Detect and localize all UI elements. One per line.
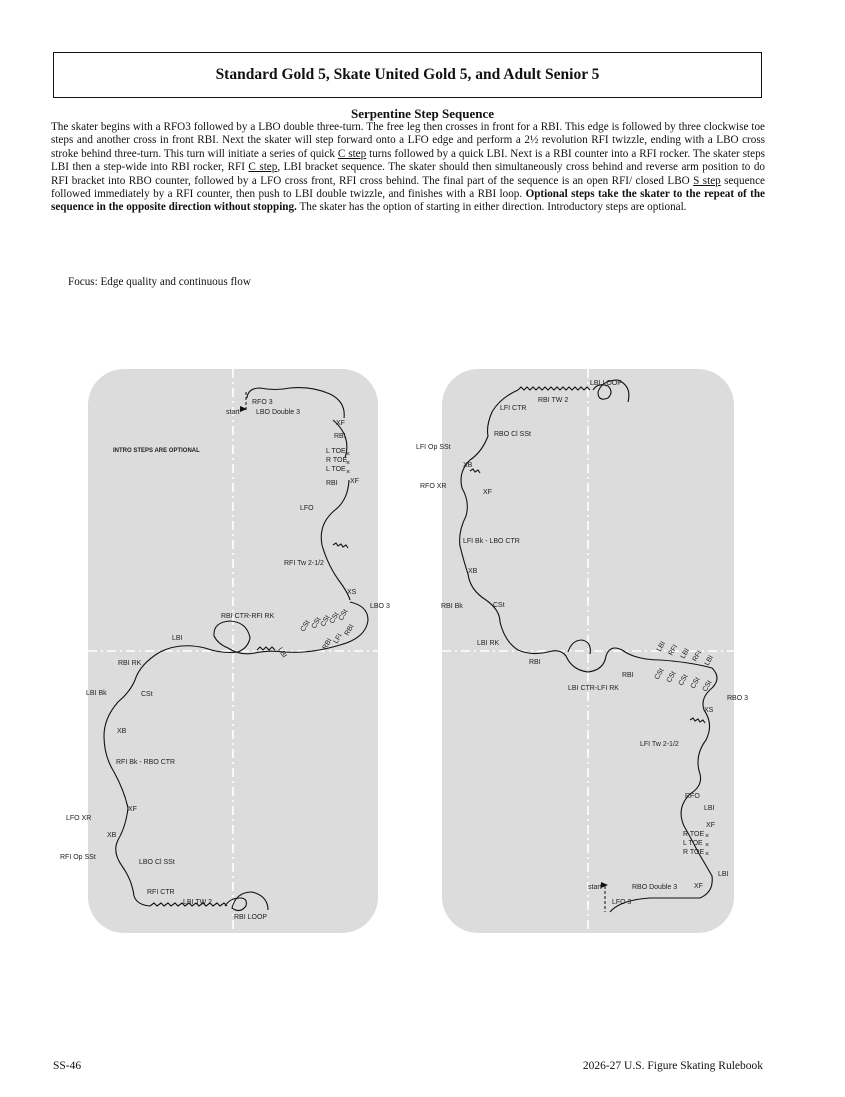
bold-sentence: Optional steps take the skater to the repeat of the sequence in the opposite direction without stopping. [51, 188, 765, 214]
left-lfo: LFO [300, 505, 314, 512]
right-start-label: start [588, 884, 602, 891]
right-cst1: CSt [493, 602, 505, 609]
right-rbi-bk: RBI Bk [441, 603, 463, 610]
page-title: Standard Gold 5, Skate United Gold 5, and Adult Senior 5 [215, 66, 600, 83]
left-xf2: XF [350, 478, 359, 485]
right-cst2: CSt [653, 667, 666, 681]
c-step-term-2: C step [248, 161, 278, 174]
right-lfi-ctr: LFI CTR [500, 405, 527, 412]
left-rbi1: RBI [334, 433, 346, 440]
left-start-label: start [226, 409, 240, 416]
left-lfo-xr: LFO XR [66, 815, 92, 822]
left-toe-x3: × [346, 469, 351, 476]
left-rfo3: RFO 3 [252, 399, 273, 406]
text-part-2: turns followed by a quick LBI. Next is a RBI counter into a RFI rocker. The skater steps LBI then a step-wide into RBI rocker, RFI [51, 147, 765, 174]
right-rfi: RFI [667, 643, 680, 657]
right-lfi-tw: LFI Tw 2-1/2 [640, 741, 679, 748]
right-lbi-ctr: LBI CTR-LFI RK [568, 685, 619, 692]
right-rbo-double3: RBO Double 3 [632, 884, 678, 891]
left-cst3: CSt [319, 614, 332, 628]
left-rtoe: R TOE [326, 457, 348, 464]
section-heading: Serpentine Step Sequence [351, 106, 494, 121]
s-step-term: S step [693, 174, 721, 187]
left-lbo-double3: LBO Double 3 [256, 409, 300, 416]
left-xs: XS [347, 589, 357, 596]
right-lbi1: LBI [655, 640, 667, 653]
right-toe-x2: × [705, 842, 710, 849]
right-xf1: XF [483, 489, 492, 496]
right-lbi5: LBI [718, 871, 729, 878]
right-rbi-tw: RBI TW 2 [538, 397, 569, 404]
right-rtoe1: R TOE [683, 831, 705, 838]
right-cst4: CSt [677, 673, 690, 687]
footer-book-title: 2026-27 U.S. Figure Skating Rulebook [582, 1060, 763, 1072]
left-toe-x1: × [346, 451, 351, 458]
right-rfi2: RFI [691, 649, 704, 663]
text-part-3: , LBI bracket sequence. The skater should then simultaneously cross behind and reverse arm position to do RFI bracket into RBO counter, followed by a LFO cross front, RFI cross behind. The final part of the sequence is an open RFI/ closed LBO [51, 161, 765, 187]
left-lfi: LFI [332, 632, 344, 645]
left-rbi-ctr: RBI CTR-RFI RK [221, 613, 275, 620]
left-lbi: LBI [172, 635, 183, 642]
left-cst2: CSt [328, 611, 341, 625]
right-rfo: RFO [685, 793, 700, 800]
left-cst5: CSt [299, 619, 312, 633]
footer-page-number: SS-46 [53, 1060, 82, 1072]
left-cst4: CSt [310, 616, 323, 630]
left-rfi-op: RFI Op SSt [60, 854, 96, 861]
c-step-term-1: C step [337, 147, 367, 160]
left-cst6: CSt [141, 691, 153, 698]
right-toe-x3: × [705, 851, 710, 858]
left-lbi-tw: LBI TW 2 [183, 899, 213, 906]
right-xf2: XF [706, 822, 715, 829]
right-rbi2: RBI [622, 672, 634, 679]
right-cst6: CSt [701, 679, 714, 693]
left-cst1: CSt [337, 608, 350, 622]
focus-line: Focus: Edge quality and continuous flow [68, 276, 251, 288]
right-lbi-rk: LBI RK [477, 640, 500, 647]
left-rbi4: RBI [321, 637, 334, 651]
right-cst5: CSt [689, 676, 702, 690]
left-rbi-rk: RBI RK [118, 660, 142, 667]
right-xb1: XB [463, 462, 473, 469]
left-xf3: XF [128, 806, 137, 813]
right-xs: XS [704, 707, 714, 714]
left-lbo-cl: LBO Cl SSt [139, 859, 175, 866]
left-xf1: XF [336, 420, 345, 427]
text-part-5: The skater has the option of starting in either direction. Introductory steps are optional. [296, 201, 687, 214]
right-lbi3: LBI [703, 654, 715, 667]
right-rtoe2: R TOE [683, 849, 705, 856]
right-cst3: CSt [665, 670, 678, 684]
right-lfi-bk: LFI Bk - LBO CTR [463, 538, 520, 545]
right-toe-x1: × [705, 833, 710, 840]
right-rbi1: RBI [529, 659, 541, 666]
right-rbo3: RBO 3 [727, 695, 749, 702]
right-lfo3: LFO 3 [612, 899, 632, 906]
left-xb1: XB [117, 728, 127, 735]
right-ltoe: L TOE [683, 840, 703, 847]
right-lfi-op: LFI Op SSt [416, 444, 451, 451]
text-part-1: The skater begins with a RFO3 followed by a LBO double three-turn. The free leg then crosses in front for a RBI. This edge is followed by three clockwise toe steps and another cross in front RBI. Next the skater will step forward onto a LFO edge and perform a 2½ revolution RFI twizzle, ending with a LBO cross stroke behind three-turn. This turn will initiate a series of quick [51, 121, 765, 160]
left-rfi-bk: RFI Bk - RBO CTR [116, 759, 176, 766]
left-rbi3: RBI [343, 623, 356, 637]
left-toe-x2: × [346, 460, 351, 467]
right-rfo-xr: RFO XR [420, 483, 447, 490]
right-xf3: XF [694, 883, 703, 890]
right-lbi2: LBI [679, 647, 691, 660]
right-xb2: XB [468, 568, 478, 575]
intro-note: INTRO STEPS ARE OPTIONAL [113, 448, 200, 454]
left-ltoe1: L TOE [326, 448, 346, 455]
right-lbi-loop: LBI LOOP [590, 380, 622, 387]
left-lbi-small: LBI [276, 646, 288, 660]
right-lbi4: LBI [704, 805, 715, 812]
left-rfi-ctr: RFI CTR [147, 889, 175, 896]
left-rbi-loop: RBI LOOP [234, 914, 268, 921]
left-xb2: XB [107, 832, 117, 839]
text-part-4: sequence followed immediately by a RFI counter, then push to LBI double twizzle, and finishes with a RBI loop. [51, 174, 765, 201]
left-rfi-tw: RFI Tw 2-1/2 [284, 560, 324, 567]
left-rbi2: RBI [326, 480, 338, 487]
left-lbo3: LBO 3 [370, 603, 390, 610]
right-rbo-cl: RBO Cl SSt [494, 431, 531, 438]
left-ltoe2: L TOE [326, 466, 346, 473]
left-lbi-bk: LBI Bk [86, 690, 107, 697]
